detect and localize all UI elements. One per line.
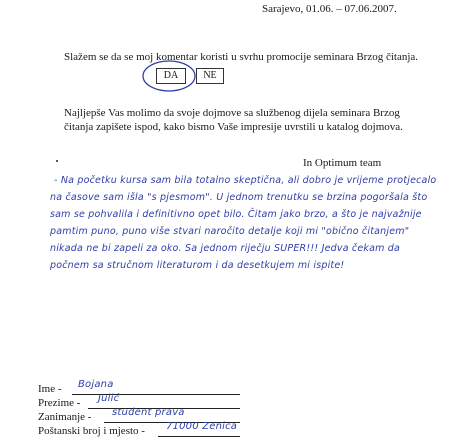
- no-checkbox[interactable]: [196, 68, 224, 84]
- postal-field-line: [158, 436, 240, 437]
- comment-line: na časove sam išla "s pjesmom". U jednom trenutku se brzina pogoršala što: [50, 192, 428, 203]
- occupation-value[interactable]: student prava: [112, 407, 185, 418]
- occupation-label: Zanimanje -: [38, 411, 92, 423]
- request-paragraph: [64, 106, 444, 134]
- request-line-1: Najljepše Vas molimo da svoje dojmove sa službenog dijela seminara Brzog: [64, 107, 400, 119]
- surname-label: Prezime -: [38, 397, 81, 409]
- surname-value[interactable]: Julić: [98, 393, 120, 404]
- request-line-2: čitanja zapišete ispod, kako bismo Vaše impresije uvrstili u katalog dojmova.: [64, 121, 403, 133]
- consent-statement: Slažem se da se moj komentar koristi u svrhu promocije seminara Brzog čitanja.: [64, 51, 419, 63]
- postal-label: Poštanski broj i mjesto -: [38, 425, 145, 437]
- yes-label: DA: [163, 70, 179, 81]
- margin-dot: [56, 160, 58, 162]
- comment-line: počnem sa stručnom literaturom i da desetkujem mi ispite!: [50, 260, 345, 271]
- team-signature: In Optimum team: [303, 157, 382, 169]
- comment-line: - Na početku kursa sam bila totalno skeptična, ali dobro je vrijeme protjecalo: [54, 175, 437, 186]
- name-label: Ime -: [38, 383, 62, 395]
- comment-line: pamtim puno, puno više stvari naročito detalje koji mi "obično čitanjem": [50, 226, 410, 237]
- postal-value[interactable]: 71000 Zenica: [166, 421, 238, 432]
- no-label: NE: [203, 70, 217, 81]
- selection-circle-icon: [140, 58, 198, 94]
- handwritten-comment[interactable]: [50, 172, 438, 274]
- date-header: Sarajevo, 01.06. – 07.06.2007.: [262, 3, 397, 15]
- name-value[interactable]: Bojana: [78, 379, 114, 390]
- comment-line: sam se pohvalila i definitivno opet bilo. Čitam jako brzo, a što je najvažnije: [50, 209, 422, 220]
- comment-line: nikada ne bi zapeli za oko. Sa jednom riječju SUPER!!! Jedva čekam da: [50, 243, 401, 254]
